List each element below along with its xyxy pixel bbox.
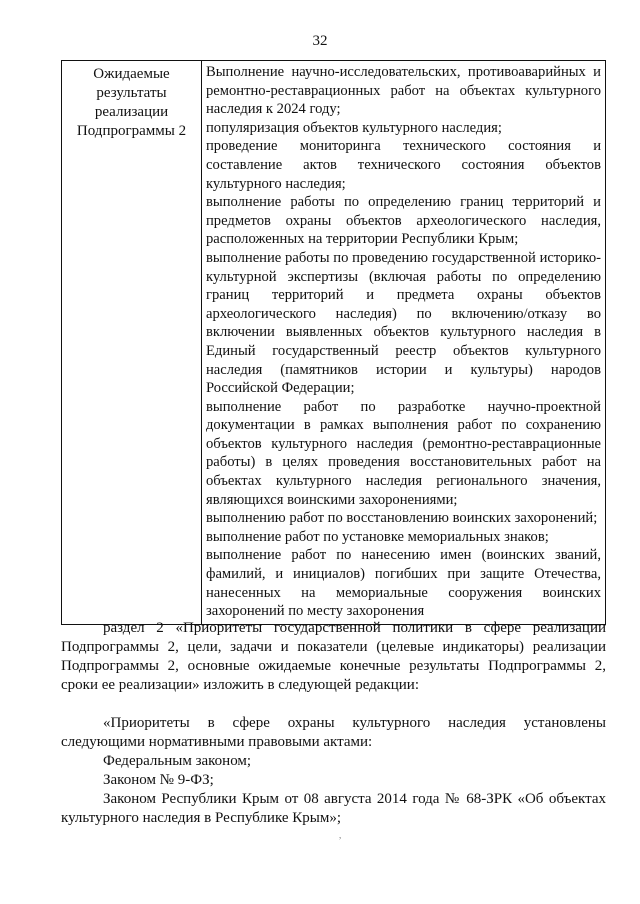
row-content-cell (202, 61, 606, 625)
row-label-line: Подпрограммы 2 (76, 123, 187, 139)
result-item: выполнению работ по восстановлению воинских захоронений; (206, 510, 598, 527)
result-item: выполнение работ по нанесению имен (воинских званий, фамилий, и инициалов) погибших при защите Отечества, нанесенных на мемориальные сооружения воинских захоронений по месту захоронения (206, 547, 601, 620)
result-item: выполнение работы по определению границ территорий и предметов охраны объектов археологического наследия, расположенных на территории Республики Крым; (206, 194, 601, 248)
expected-results-table (61, 60, 606, 625)
row-label-cell (62, 61, 202, 625)
table-row (62, 61, 606, 625)
result-item: выполнение работы по проведению государственной историко-культурной экспертизы (включая работы по определению границ территорий и предмета охраны объектов археологического наследия) по включению/отказу во включении выявленных объектов культурного наследия в Единый государственный реестр объектов культурного наследия (памятников истории и культуры) народов Российской Федерации; (206, 249, 601, 397)
section-instruction-paragraph: раздел 2 «Приоритеты государственной политики в сфере реализации Подпрограммы 2, цели, задачи и показатели (целевые индикаторы) реализации Подпрограммы 2, основные ожидаемые конечные результаты Подпрограммы 2, сроки ее реализации» изложить в следующей редакции: (61, 620, 606, 693)
scan-artifact: , (339, 830, 342, 840)
row-label-line: результаты (96, 85, 167, 101)
result-item: выполнение работ по разработке научно-проектной документации в рамках выполнения работ по сохранению объектов культурного наследия (ремонтно-реставрационные работы) в целях проведения восстановительных работ на объектах культурного наследия регионального значения, являющихся воинскими захоронениями; (206, 398, 601, 508)
result-item: Выполнение научно-исследовательских, противоаварийных и ремонтно-реставрационных работ на объектах культурного наследия к 2024 году; (206, 64, 601, 118)
row-label-line: Ожидаемые (93, 66, 170, 82)
priorities-intro-paragraph: «Приоритеты в сфере охраны культурного наследия установлены следующими нормативными правовыми актами: (61, 715, 606, 750)
page-number: 32 (312, 33, 328, 49)
result-item: выполнение работ по установке мемориальных знаков; (206, 528, 549, 545)
row-label-line: реализации (94, 104, 169, 120)
law-item: Законом Республики Крым от 08 августа 2014 года № 68-ЗРК «Об объектах культурного наследия в Республике Крым»; (61, 791, 606, 826)
result-item: проведение мониторинга технического состояния и составление актов технического состояния объектов культурного наследия; (206, 138, 601, 192)
result-item: популяризация объектов культурного наследия; (206, 119, 502, 136)
paragraph-gap (61, 695, 606, 714)
body-text (61, 619, 606, 828)
law-item: Законом № 9-ФЗ; (103, 772, 214, 788)
law-item: Федеральным законом; (103, 753, 252, 769)
